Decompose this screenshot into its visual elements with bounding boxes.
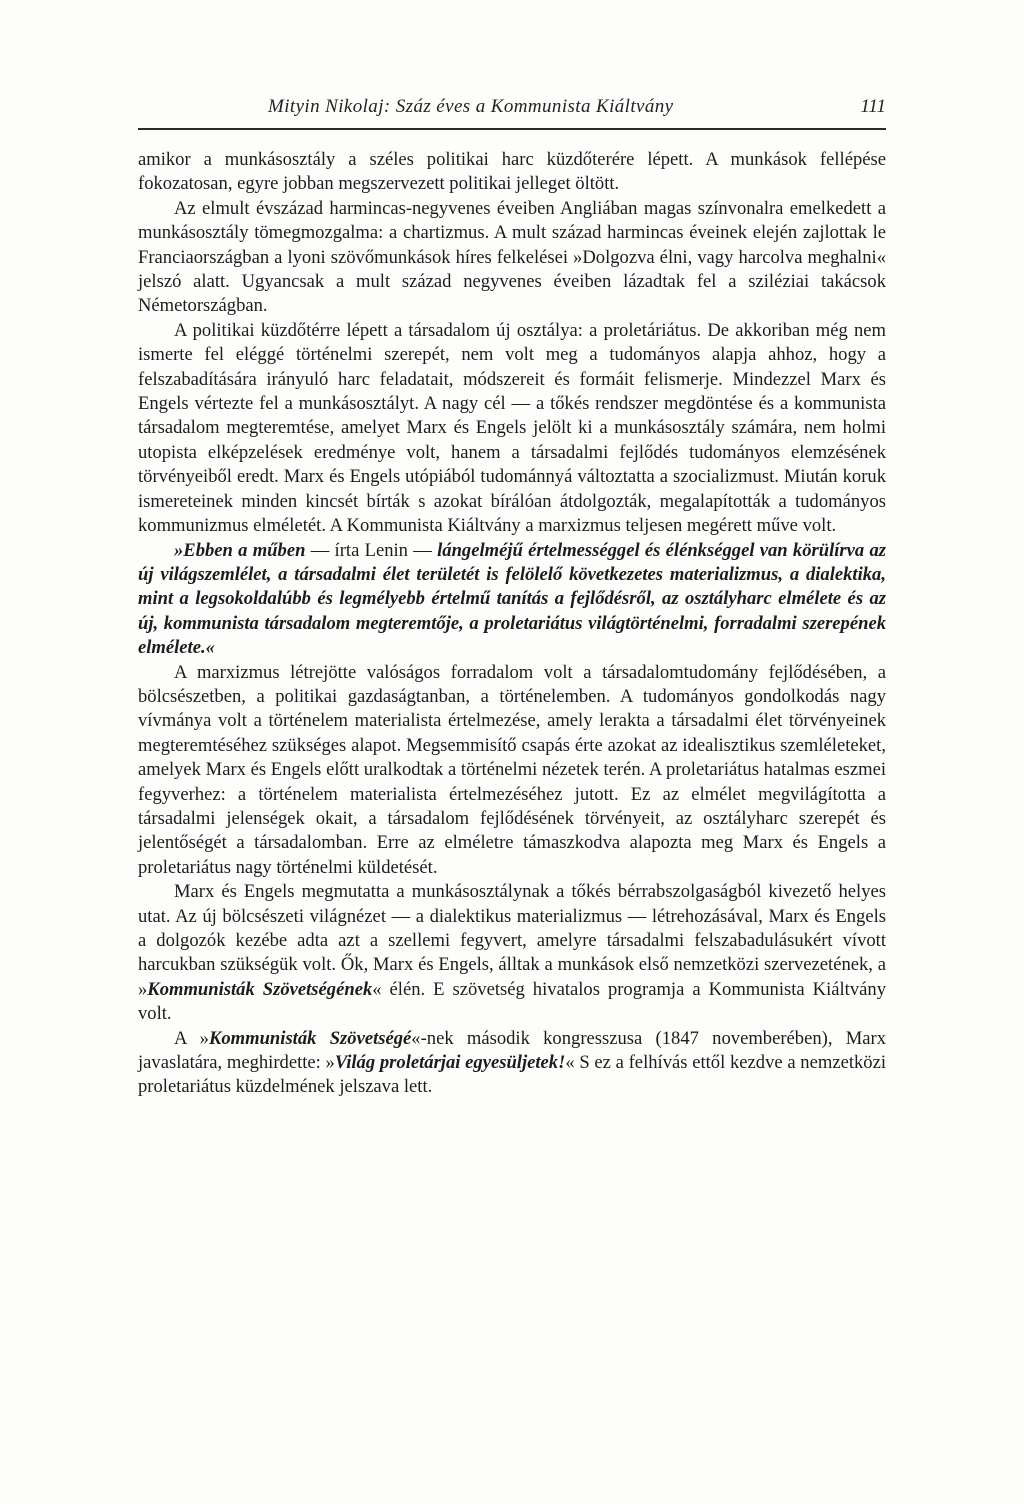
paragraph-2: Az elmult évszázad harmincas-negyvenes éveiben Angliában magas színvonalra emelkedett a munkásosztály tömegmozgalma: a chartizmus. A mult század harmincas éveinek elején zajlottak le Franciaországban a lyoni szövőmunkások híres felkelései »Dolgozva élni, vagy harcolva meghalni« jelszó alatt. Ugyancsak a mult század negyvenes éveiben lázadtak fel a sziléziai takácsok Németországban. — [138, 197, 886, 317]
quote-text: lángelméjű értelmességgel és élénkséggel van körülírva az új világszemlélet, a társadalmi élet területét is felölelő következetes materializmus, a dialektika, mint a legsokoldalúbb és legmélyebb értelmű tanítás a fejlődésről, az osztályharc elmélete és az új, kommunista társadalom megteremtője, a proletariátus világtörténelmi, forradalmi szerepének elmélete.« — [138, 539, 887, 659]
paragraph-7 — [138, 1027, 886, 1100]
paragraph-7-italic: Kommunisták Szövetségé — [208, 1027, 412, 1049]
paragraph-1: amikor a munkásosztály a széles politikai harc küzdőterére lépett. A munkások fellépése fokozatosan, egyre jobban megszervezett politikai jelleget öltött. — [138, 149, 886, 195]
paragraph-6-italic: Kommunisták Szövetségének — [147, 978, 373, 1000]
page-number: 111 — [860, 96, 886, 117]
paragraph-7-text-c: « S ez a felhívás ettől kezdve a nemzetközi proletariátus küzdelmének jelszava lett. — [138, 1052, 887, 1098]
paragraph-6 — [138, 880, 886, 1026]
running-header — [138, 96, 886, 130]
paragraph-5: A marxizmus létrejötte valóságos forradalom volt a társadalomtudomány fejlődésében, a bölcsészetben, a politikai gazdaságtanban, a történelemben. A tudományos gondolkodás nagy vívmánya volt a történelem materialista értelmezése, amely lerakta a társadalmi élet törvényeinek megteremtéséhez szükséges alapot. Megsemmisítő csapás érte azokat az idealisztikus szemléleteket, amelyek Marx és Engels előtt uralkodtak a történelmi nézetek terén. A proletariátus hatalmas eszmei fegyverhez: a történelem materialista értelmezéséhez jutott. Ez az elmélet megvilágította a társadalmi jelenségek okait, a társadalom fejlődésének törvényeit, az osztályharc szerepét és jelentőségét a társadalomban. Erre az elméletre támaszkodva alapozta meg Marx és Engels a proletariátus nagy történelmi küldetését. — [138, 661, 886, 878]
body-text — [138, 148, 886, 1100]
quote-attribution: — írta Lenin — — [305, 539, 438, 561]
paragraph-7-text-b: «-nek második kongresszusa (1847 novemberében), Marx javaslatára, meghirdette: » — [138, 1027, 886, 1074]
header-rule — [138, 128, 886, 130]
header-title: Mityin Nikolaj: Száz éves a Kommunista Kiáltvány — [268, 96, 674, 117]
paragraph-7-text-a: A » — [174, 1027, 209, 1049]
paragraph-3: A politikai küzdőtérre lépett a társadalom új osztálya: a proletáriátus. De akkoriban még nem ismerte fel eléggé történelmi szerepét, nem volt meg a tudományos alapja ahhoz, hogy a felszabadítására irányuló harc feladatait, módszereit és formáit felismerje. Mindezzel Marx és Engels vértezte fel a munkásosztályt. A nagy cél — a tőkés rendszer megdöntése és a kommunista társadalom megteremtése, amelyet Marx és Engels jelölt ki a munkásosztály számára, nem holmi utopista elképzelések eredménye volt, hanem a társadalmi fejlődés tudományos elemzésének törvényeiből eredt. Marx és Engels utópiából tudománnyá változtatta a szocializmust. Miután koruk ismereteinek minden kincsét bírták s azokat bírálóan átdolgozták, megalapították a tudományos kommunizmus elméletét. A Kommunista Kiáltvány a marxizmus teljesen megérett műve volt. — [138, 319, 886, 537]
paragraph-6-text-a: Marx és Engels megmutatta a munkásosztálynak a tőkés bérrabszolgaságból kivezető helyes utat. Az új bölcsészeti világnézet — a dialektikus materializmus — létrehozásával, Marx és Engels a dolgozók kezébe adta azt a szellemi fegyvert, amelyre társadalmi felszabadulásukért vívott harcukban szükségük volt. Ők, Marx és Engels, álltak a munkások első nemzetközi szervezetének, a » — [138, 881, 886, 1000]
paragraph-7-slogan: Világ proletárjai egyesüljetek! — [334, 1052, 566, 1074]
paragraph-4-lenin-quote — [138, 539, 886, 661]
paragraph-6-text-b: « élén. E szövetség hivatalos programja a Kommunista Kiáltvány volt. — [138, 978, 886, 1025]
quote-opening: »Ebben a műben — [174, 539, 306, 561]
